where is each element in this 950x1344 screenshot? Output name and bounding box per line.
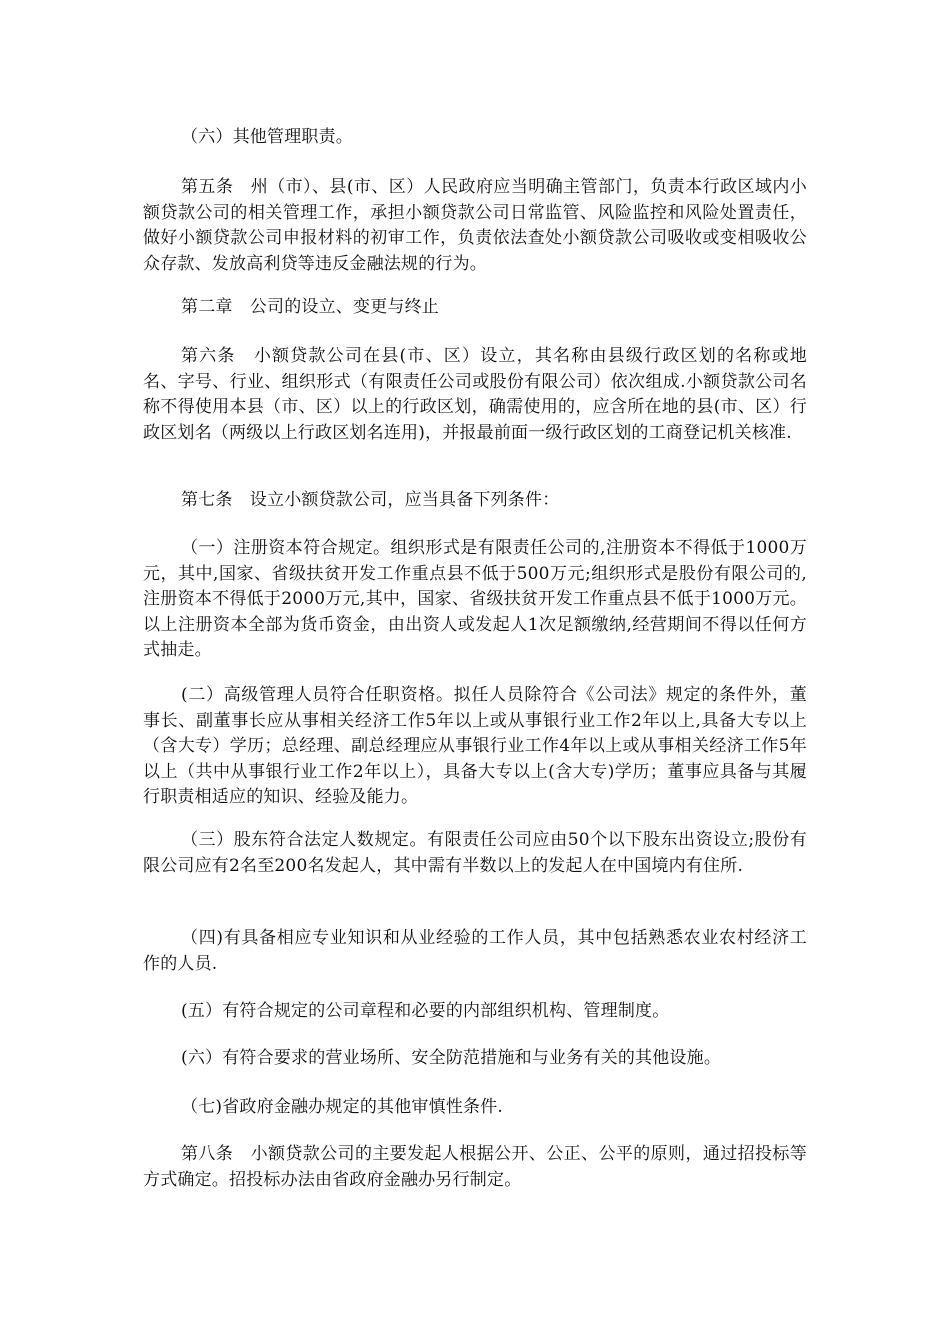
chapter-2-heading: 第二章 公司的设立、变更与终止 <box>181 297 439 317</box>
paragraph-condition-7: （七)省政府金融办规定的其他审慎性条件. <box>181 1097 504 1117</box>
paragraph-condition-3: （三）股东符合法定人数规定。有限责任公司应由50个以下股东出资设立;股份有限公司应有2名至200名发起人，其中需有半数以上的发起人在中国境内有住所. <box>143 830 807 876</box>
paragraph-article-5: 第五条 州（市）、县(市、区）人民政府应当明确主管部门，负责本行政区域内小额贷款公司的相关管理工作，承担小额贷款公司日常监管、风险监控和风险处置责任，做好小额贷款公司申报材料的初审工作，负责依法查处小额贷款公司吸收或变相吸收公众存款、发放高利贷等违反金融法规的行为。 <box>143 177 807 274</box>
paragraph-condition-1: （一）注册资本符合规定。组织形式是有限责任公司的,注册资本不得低于1000万元，其中,国家、省级扶贫开发工作重点县不低于500万元;组织形式是股份有限公司的,注册资本不得低于2000万元,其中，国家、省级扶贫开发工作重点县不低于1000万元。以上注册资本全部为货币资金，由出资人或发起人1次足额缴纳,经营期间不得以任何方式抽走。 <box>143 538 807 660</box>
paragraph-condition-2: (二）高级管理人员符合任职资格。拟任人员除符合《公司法》规定的条件外，董事长、副董事长应从事相关经济工作5年以上或从事银行业工作2年以上,具备大专以上（含大专）学历；总经理、副总经理应从事银行业工作4年以上或从事相关经济工作5年以上（共中从事银行业工作2年以上），具备大专以上(含大专)学历；董事应具备与其履行职责相适应的知识、经验及能力。 <box>143 685 807 807</box>
paragraph-condition-4: （四)有具备相应专业知识和从业经验的工作人员，其中包括熟悉农业农村经济工作的人员. <box>143 928 807 974</box>
paragraph-article-7: 第七条 设立小额贷款公司，应当具备下列条件： <box>181 490 560 510</box>
paragraph-article-6: 第六条 小额贷款公司在县(市、区）设立，其名称由县级行政区划的名称或地名、字号、行业、组织形式（有限责任公司或股份有限公司）依次组成.小额贷款公司名称不得使用本县（市、区）以上的行政区划，确需使用的，应含所在地的县(市、区）行政区划名（两级以上行政区划名连用)，并报最前面一级行政区划的工商登记机关核准. <box>143 346 807 443</box>
paragraph-management-duties: （六）其他管理职责。 <box>181 127 353 147</box>
paragraph-condition-6: (六）有符合要求的营业场所、安全防范措施和与业务有关的其他设施。 <box>181 1048 722 1068</box>
paragraph-article-8: 第八条 小额贷款公司的主要发起人根据公开、公正、公平的原则，通过招投标等方式确定。招投标办法由省政府金融办另行制定。 <box>143 1144 807 1190</box>
paragraph-condition-5: (五）有符合规定的公司章程和必要的内部组织机构、管理制度。 <box>181 1001 670 1021</box>
